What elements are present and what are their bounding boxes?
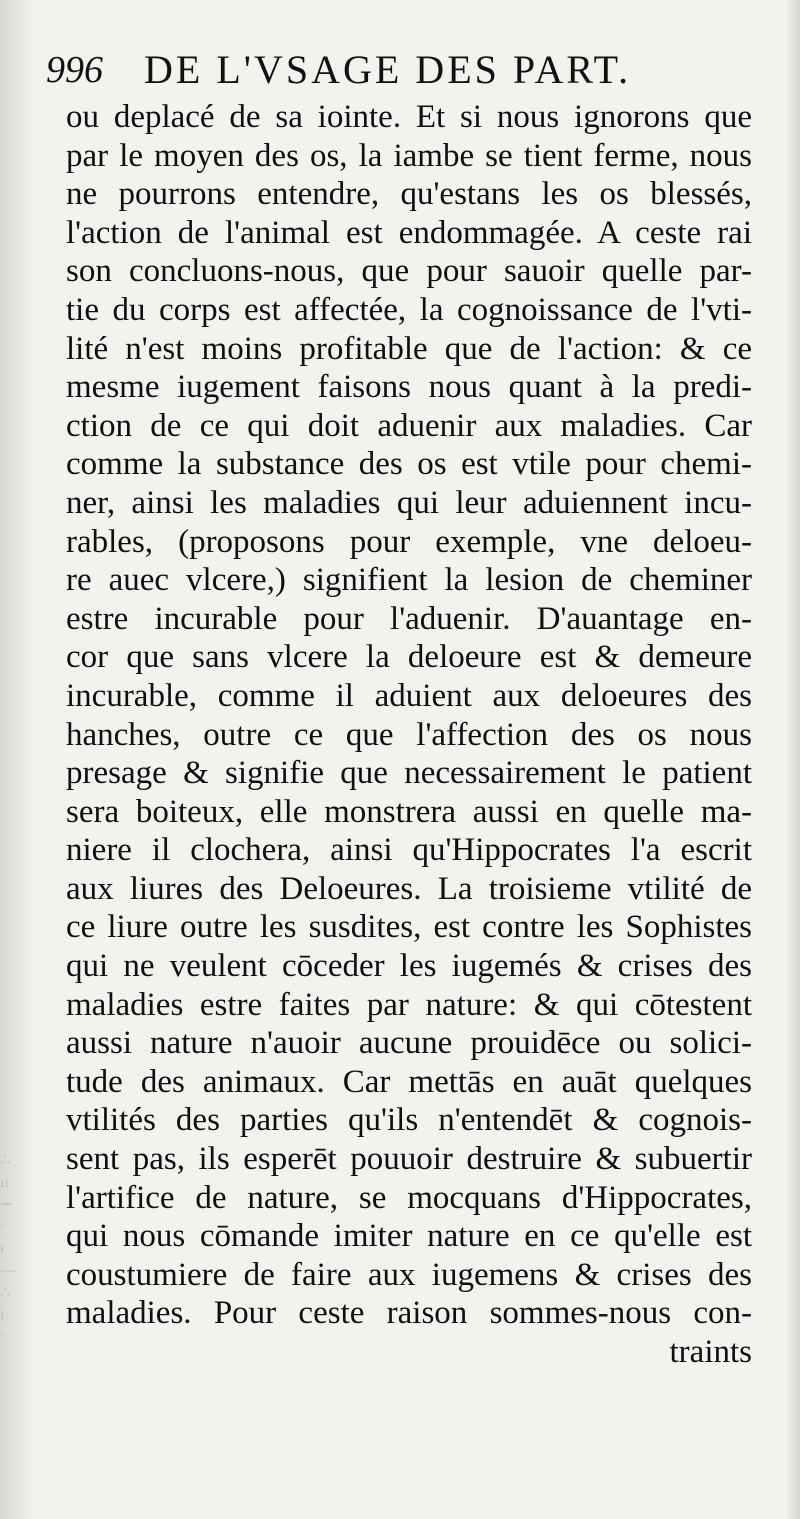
text-line: mesme iugement faisons nous quant à la predi-: [66, 369, 752, 406]
catchword: traints: [669, 1334, 752, 1370]
text-line: aussi nature n'auoir aucune prouidēce ou solici-: [66, 1025, 752, 1062]
text-line: coustumiere de faire aux iugemens & crises des: [66, 1256, 752, 1293]
text-line: qui nous cōmande imiter nature en ce qu'elle est: [66, 1218, 752, 1255]
text-line: par le moyen des os, la iambe se tient ferme, nous: [66, 137, 752, 174]
text-line: comme la substance des os est vtile pour chemi-: [66, 446, 752, 483]
text-line: sent pas, ils esperēt pouuoir destruire & subuertir: [66, 1141, 752, 1178]
text-line: qui ne veulent cōceder les iugemés & crises des: [66, 948, 752, 985]
text-line: ction de ce qui doit aduenir aux maladies. Car: [66, 407, 752, 444]
text-line: cor que sans vlcere la deloeure est & demeure: [66, 639, 752, 676]
text-line: ou deplacé de sa iointe. Et si nous ignorons que: [66, 99, 752, 135]
text-line: incurable, comme il aduient aux deloeures des: [66, 677, 752, 714]
text-line: son concluons-nous, que pour sauoir quelle par-: [66, 253, 752, 290]
text-line: l'action de l'animal est endommagée. A ceste rai: [66, 214, 752, 251]
text-line: lité n'est moins profitable que de l'action: & ce: [66, 330, 752, 367]
text-line: re auec vlcere,) signifient la lesion de cheminer: [66, 562, 752, 599]
body-text: [66, 98, 752, 1372]
text-line: niere il clochera, ainsi qu'Hippocrates l'a escrit: [66, 832, 752, 869]
running-head: DE L'VSAGE DES PART.: [144, 47, 632, 92]
text-line: estre incurable pour l'aduenir. D'auantage en-: [66, 600, 752, 637]
bleed-through-marks: ∴ ıı ∽ · ı — ∴ ı ·: [0, 1152, 16, 1345]
text-line: tie du corps est affectée, la cognoissance de l'vti-: [66, 291, 752, 328]
page-number: 996: [46, 49, 103, 91]
text-line: ne pourrons entendre, qu'estans les os blessés,: [66, 176, 752, 213]
text-line: ner, ainsi les maladies qui leur aduiennent incu-: [66, 484, 752, 521]
text-line: presage & signifie que necessairement le patient: [66, 755, 752, 792]
text-line: sera boiteux, elle monstrera aussi en quelle ma-: [66, 793, 752, 830]
page-header: [46, 44, 746, 96]
text-line: ce liure outre les susdites, est contre les Sophistes: [66, 909, 752, 946]
text-line: l'artifice de nature, se mocquans d'Hippocrates,: [66, 1179, 752, 1216]
text-line: hanches, outre ce que l'affection des os nous: [66, 716, 752, 753]
page-edge: [786, 0, 800, 1519]
text-line: maladies estre faites par nature: & qui cōtestent: [66, 986, 752, 1023]
text-line: vtilités des parties qu'ils n'entendēt & cognois-: [66, 1102, 752, 1139]
text-line: rables, (proposons pour exemple, vne deloeu-: [66, 523, 752, 560]
text-line: aux liures des Deloeures. La troisieme vtilité de: [66, 870, 752, 907]
text-line: maladies. Pour ceste raison sommes-nous con-: [66, 1295, 752, 1332]
text-line: tude des animaux. Car mettās en auāt quelques: [66, 1063, 752, 1100]
